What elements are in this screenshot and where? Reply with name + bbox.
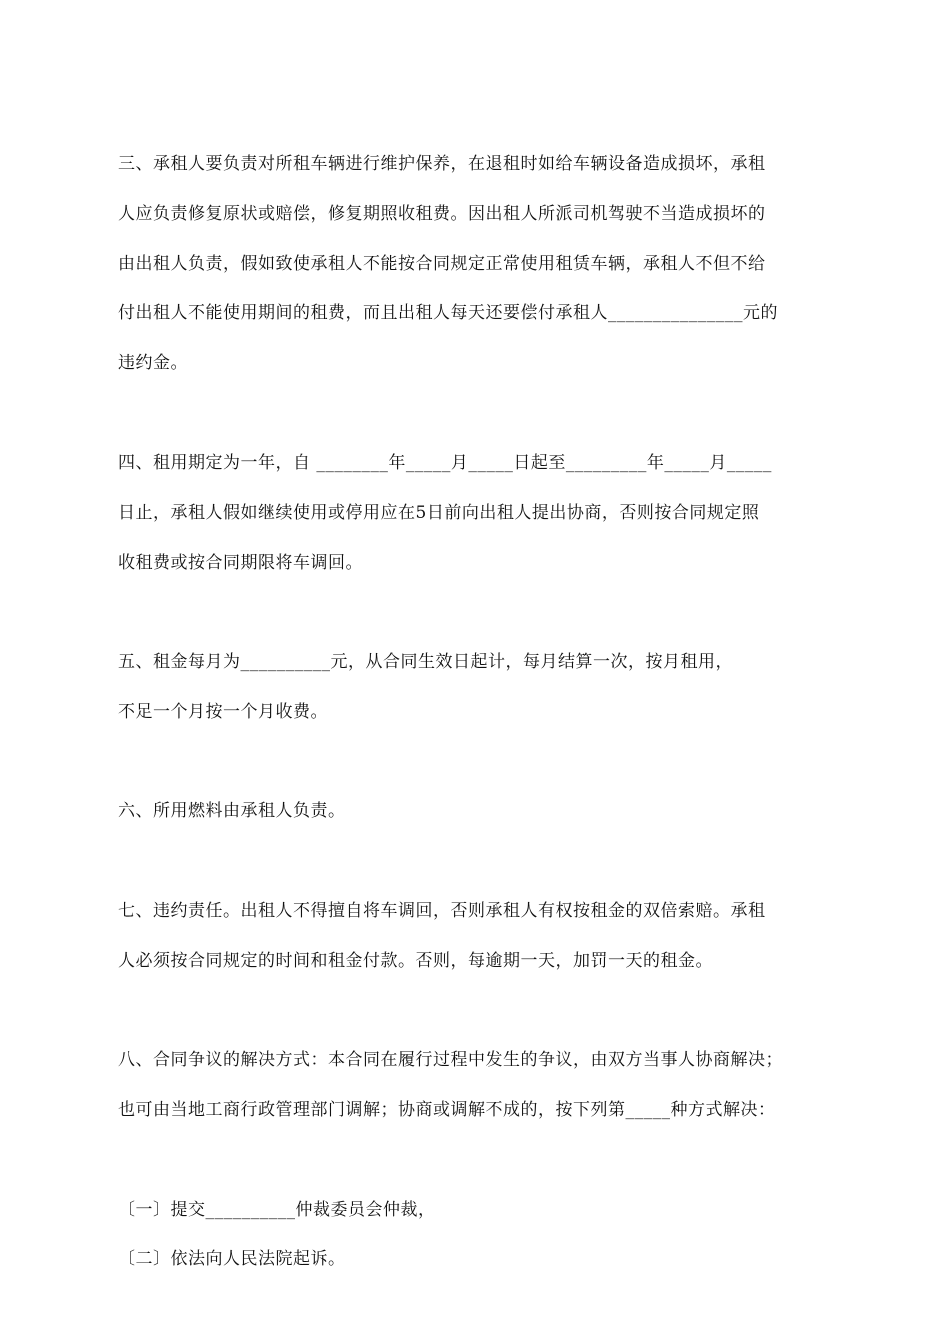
clause-8-line-2: 也可由当地工商行政管理部门调解；协商或调解不成的，按下列第_____种方式解决： [118, 1100, 776, 1120]
clause-4-line-3: 收租费或按合同期限将车调回。 [118, 553, 363, 573]
clause-4-line-2: 日止，承租人假如继续使用或停用应在5日前向出租人提出协商，否则按合同规定照 [118, 503, 760, 523]
clause-7-line-1: 七、违约责任。出租人不得擅自将车调回，否则承租人有权按租金的双倍索赔。承租 [118, 901, 766, 921]
dispute-option-1: 〔一〕提交__________仲裁委员会仲裁， [118, 1200, 436, 1220]
clause-8-line-1: 八、合同争议的解决方式：本合同在履行过程中发生的争议，由双方当事人协商解决； [118, 1050, 783, 1070]
clause-7-line-2: 人必须按合同规定的时间和租金付款。否则，每逾期一天，加罚一天的租金。 [118, 951, 713, 971]
clause-3-line-5: 违约金。 [118, 353, 188, 373]
clause-4-line-1: 四、租用期定为一年，自 ________年_____月_____日起至_________年_____月_____ [118, 453, 772, 473]
clause-3-line-4: 付出租人不能使用期间的租费，而且出租人每天还要偿付承租人_______________元的 [118, 303, 778, 323]
clause-6-line-1: 六、所用燃料由承租人负责。 [118, 801, 346, 821]
dispute-option-2: 〔二〕依法向人民法院起诉。 [118, 1249, 346, 1269]
clause-5-line-1: 五、租金每月为__________元，从合同生效日起计，每月结算一次，按月租用， [118, 652, 733, 672]
clause-5-line-2: 不足一个月按一个月收费。 [118, 702, 328, 722]
clause-3-line-3: 由出租人负责，假如致使承租人不能按合同规定正常使用租赁车辆，承租人不但不给 [118, 254, 766, 274]
clause-3-line-2: 人应负责修复原状或赔偿，修复期照收租费。因出租人所派司机驾驶不当造成损坏的 [118, 204, 766, 224]
clause-3-line-1: 三、承租人要负责对所租车辆进行维护保养，在退租时如给车辆设备造成损坏，承租 [118, 154, 766, 174]
